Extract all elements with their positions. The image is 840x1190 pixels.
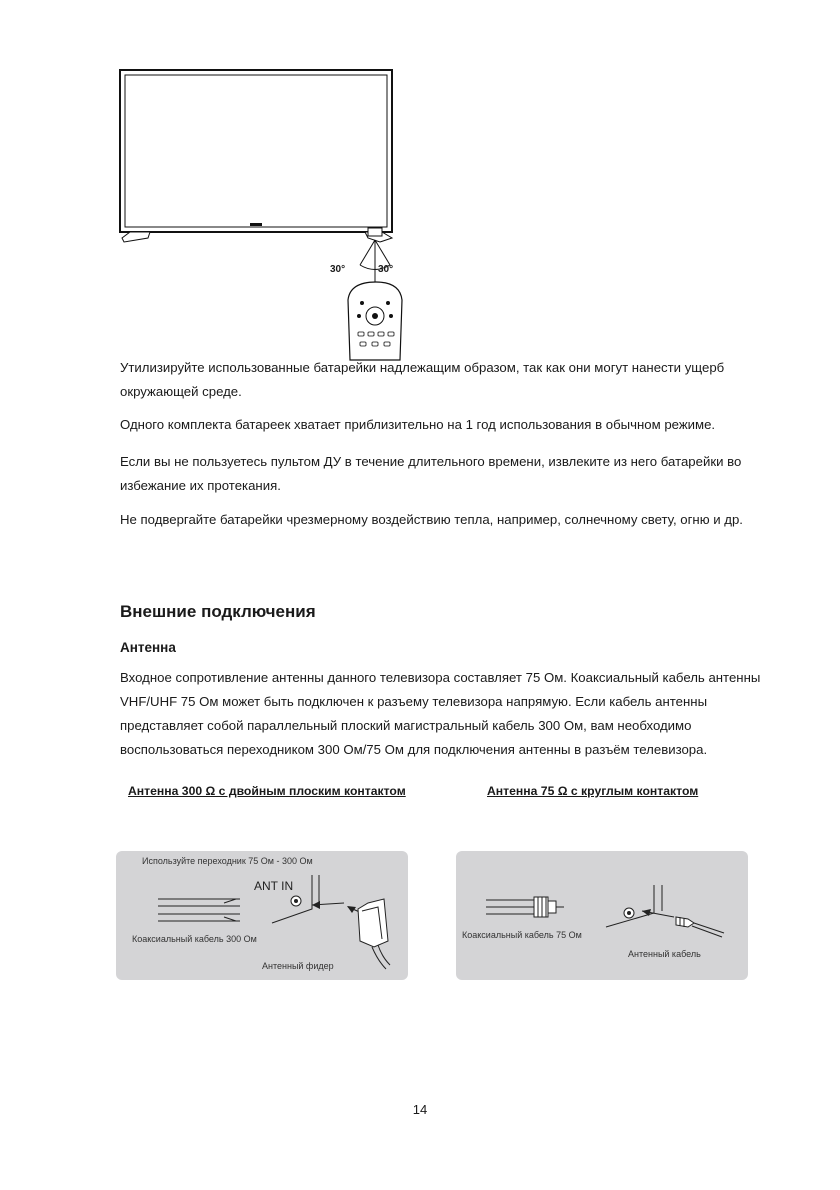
- connection-300-illustration: [116, 851, 408, 980]
- connection-75-illustration: [456, 851, 748, 980]
- antenna-300-diagram: [116, 851, 408, 980]
- paragraph-dispose: Утилизируйте использованные батарейки надлежащим образом, так как они могут нанести ущерб окружающей среде.: [120, 360, 725, 399]
- page-number: 14: [412, 1102, 428, 1117]
- antenna-description: Входное сопротивление антенны данного телевизора составляет 75 Ом. Коаксиальный кабель антенны VHF/UHF 75 Ом может быть подключен к разъему телевизора напрямую. Если кабель антенны представляет собой параллельный плоский магистральный кабель 300 Ом, вам необходимо воспользоваться переходником 300 Ом/75 Ом для подключения антенны в разъём телевизора.: [120, 670, 761, 757]
- angle-left-label: 30°: [330, 264, 346, 275]
- paragraph-heat: Не подвергайте батарейки чрезмерному воздействию тепла, например, солнечному свету, огню и др.: [120, 512, 743, 527]
- cable-75-label: Коаксиальный кабель 75 Ом: [462, 930, 582, 940]
- left-diagram-caption: Антенна 300 Ω с двойным плоским контактом: [128, 784, 406, 798]
- cable-300-label: Коаксиальный кабель 300 Ом: [132, 934, 257, 944]
- antenna-cable-label: Антенный кабель: [628, 949, 701, 959]
- paragraph-remove: Если вы не пользуетесь пультом ДУ в течение длительного времени, извлеките из него батарейки во избежание их протекания.: [120, 454, 742, 493]
- section-subtitle: Антенна: [120, 640, 176, 655]
- ant-in-label: ANT IN: [254, 879, 294, 893]
- paragraph-lifetime: Одного комплекта батареек хватает приблизительно на 1 год использования в обычном режиме.: [120, 417, 716, 432]
- adapter-label: Используйте переходник 75 Ом - 300 Ом: [142, 856, 313, 866]
- section-title: Внешние подключения: [120, 602, 316, 621]
- tv-illustration: [110, 60, 410, 360]
- feeder-label: Антенный фидер: [262, 961, 334, 971]
- right-diagram-caption: Антенна 75 Ω с круглым контактом: [487, 784, 699, 798]
- angle-right-label: 30°: [378, 264, 394, 275]
- tv-remote-figure: [110, 60, 410, 360]
- antenna-75-diagram: [456, 851, 748, 980]
